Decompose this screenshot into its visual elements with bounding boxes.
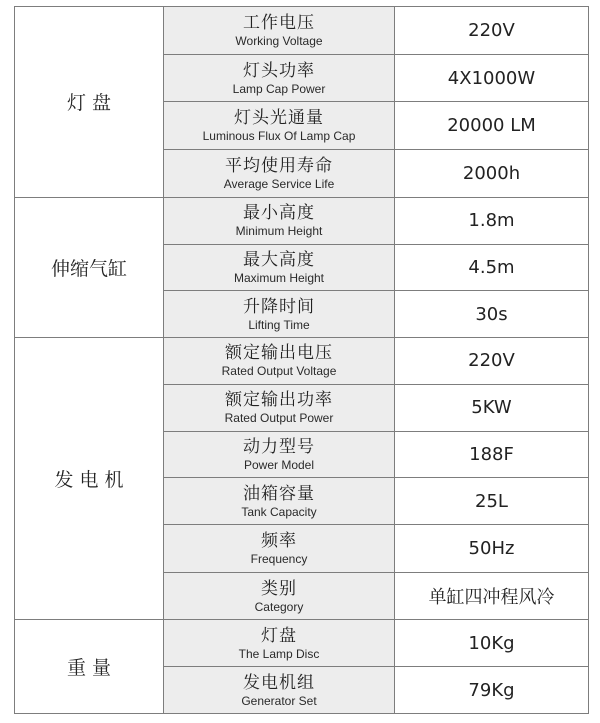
- param-name-cn: 频率: [261, 530, 297, 551]
- param-name-cn: 工作电压: [243, 12, 315, 33]
- value-cell: 2000h: [395, 150, 589, 198]
- param-cell: [164, 338, 395, 385]
- table-row: [15, 7, 589, 55]
- param-name-cn: 油箱容量: [243, 483, 315, 504]
- group-label-telescopic-cylinder: 伸缩气缸: [15, 197, 164, 337]
- value-cell: 4.5m: [395, 244, 589, 291]
- param-name-cn: 类别: [261, 578, 297, 599]
- value-cell: 单缸四冲程风冷: [395, 572, 589, 620]
- param-name-cn: 发电机组: [243, 672, 315, 693]
- value-cell: 25L: [395, 478, 589, 525]
- param-name-cn: 最大高度: [243, 250, 315, 271]
- param-name-cn: 平均使用寿命: [225, 156, 333, 177]
- param-name-cn: 动力型号: [243, 436, 315, 457]
- param-name-cn: 灯盘: [261, 625, 297, 646]
- table-row: [15, 197, 589, 244]
- param-cell: [164, 54, 395, 102]
- param-cell: [164, 431, 395, 478]
- param-name-en: Average Service Life: [223, 177, 335, 192]
- param-name-cn: 灯头功率: [243, 60, 315, 81]
- param-cell: [164, 150, 395, 198]
- param-cell: [164, 102, 395, 150]
- param-name-en: Tank Capacity: [241, 504, 317, 519]
- param-name-cn: 额定输出功率: [225, 390, 333, 411]
- param-name-en: Rated Output Voltage: [221, 364, 337, 379]
- value-cell: 30s: [395, 291, 589, 338]
- param-cell: [164, 478, 395, 525]
- param-name-cn: 最小高度: [243, 203, 315, 224]
- value-cell: 188F: [395, 431, 589, 478]
- param-name-en: Working Voltage: [235, 33, 323, 48]
- param-name-en: Category: [254, 599, 304, 614]
- group-label-generator: 发 电 机: [15, 338, 164, 620]
- value-cell: 220V: [395, 338, 589, 385]
- value-cell: 1.8m: [395, 197, 589, 244]
- group-label-weight: 重 量: [15, 620, 164, 714]
- table-row: [15, 620, 589, 667]
- param-cell: [164, 572, 395, 620]
- value-cell: 220V: [395, 7, 589, 55]
- group-label-lamp-disc: 灯 盘: [15, 7, 164, 198]
- param-cell: [164, 7, 395, 55]
- param-cell: [164, 291, 395, 338]
- value-cell: 5KW: [395, 384, 589, 431]
- param-name-en: Lifting Time: [248, 317, 310, 332]
- value-cell: 50Hz: [395, 524, 589, 572]
- param-cell: [164, 620, 395, 667]
- param-name-en: Maximum Height: [233, 271, 325, 286]
- param-cell: [164, 667, 395, 714]
- param-cell: [164, 197, 395, 244]
- param-name-en: Lamp Cap Power: [232, 81, 326, 96]
- param-name-en: Rated Output Power: [224, 411, 334, 426]
- param-cell: [164, 524, 395, 572]
- param-cell: [164, 244, 395, 291]
- param-name-en: Minimum Height: [235, 224, 323, 239]
- value-cell: 10Kg: [395, 620, 589, 667]
- table-row: [15, 338, 589, 385]
- value-cell: 20000 LM: [395, 102, 589, 150]
- param-name-en: The Lamp Disc: [238, 646, 320, 661]
- value-cell: 79Kg: [395, 667, 589, 714]
- spec-table: [14, 6, 589, 714]
- param-name-cn: 灯头光通量: [234, 108, 324, 129]
- param-name-en: Power Model: [243, 457, 315, 472]
- param-name-cn: 升降时间: [243, 296, 315, 317]
- param-name-cn: 额定输出电压: [225, 343, 333, 364]
- value-cell: 4X1000W: [395, 54, 589, 102]
- param-name-en: Generator Set: [241, 693, 317, 708]
- param-name-en: Frequency: [250, 551, 308, 566]
- param-cell: [164, 384, 395, 431]
- param-name-en: Luminous Flux Of Lamp Cap: [202, 129, 356, 144]
